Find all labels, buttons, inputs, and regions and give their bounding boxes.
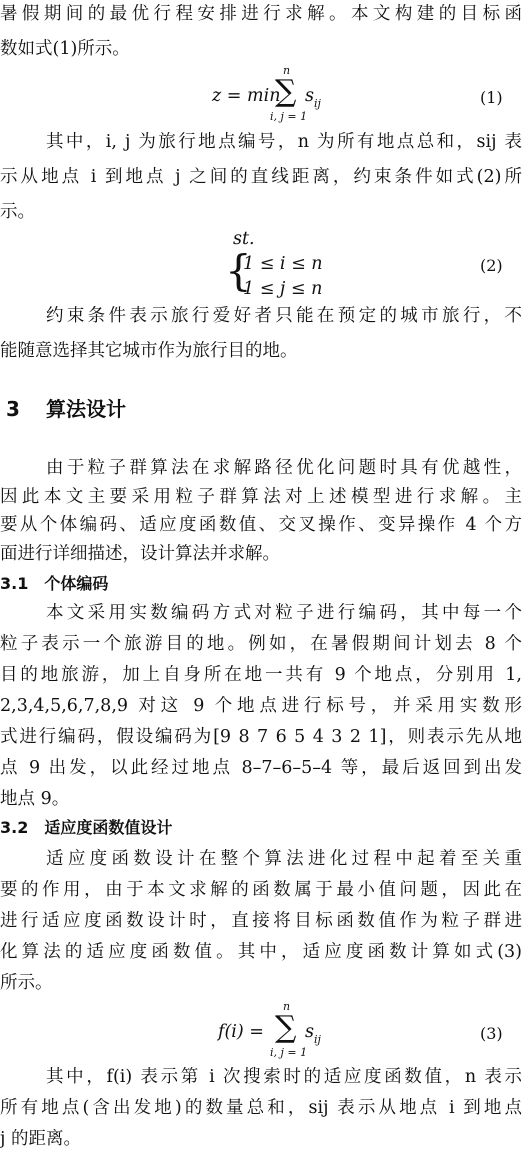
eq3-lower-limit: i, j = 1 bbox=[270, 1046, 308, 1059]
summation-symbol: ∑ bbox=[275, 74, 297, 109]
equation-number-1: (1) bbox=[480, 88, 503, 107]
text-line: 目的地旅游，加上自身所在地一共有 9 个地点，分别用 1, bbox=[0, 665, 522, 685]
text-line: 适应度函数设计在整个算法进化过程中起着至关重 bbox=[46, 849, 522, 869]
text-line: 由于粒子群算法在求解路径优化问题时具有优越性， bbox=[46, 458, 522, 478]
eq1-lower-limit: i, j = 1 bbox=[270, 110, 308, 123]
text-line: 要的作用，由于本文求解的函数属于最小值问题，因此在 bbox=[0, 880, 522, 900]
subsection-heading: 3.2 适应度函数值设计 bbox=[0, 818, 173, 837]
equation-number-3: (3) bbox=[480, 1024, 503, 1043]
text-line: 化算法的适应度函数值。其中，适应度函数计算如式(3) bbox=[0, 942, 522, 962]
text-line: 约束条件表示旅行爱好者只能在预定的城市旅行，不 bbox=[46, 306, 522, 326]
eq2-constraint-1: 1 ≤ i ≤ n bbox=[243, 254, 323, 274]
eq3-lhs: f(i) = bbox=[218, 1022, 264, 1042]
text-line: 本文采用实数编码方式对粒子进行编码，其中每一个 bbox=[46, 603, 522, 623]
text-line: 地点 9。 bbox=[0, 789, 70, 809]
text-line: 要从个体编码、适应度函数值、交叉操作、变异操作 4 个方 bbox=[0, 515, 522, 535]
eq2-constraint-2: 1 ≤ j ≤ n bbox=[243, 279, 323, 299]
text-line: 面进行详细描述，设计算法并求解。 bbox=[0, 544, 280, 564]
section-number: 3 bbox=[6, 397, 20, 421]
eq3-term-subscript: ij bbox=[314, 1033, 321, 1046]
text-line: 粒子表示一个旅游目的地。例如，在暑假期间计划去 8 个 bbox=[0, 634, 522, 654]
text-line: 示从地点 i 到地点 j 之间的直线距离，约束条件如式(2)所 bbox=[0, 167, 522, 187]
text-line: j 的距离。 bbox=[0, 1129, 81, 1149]
text-line: 暑假期间的最优行程安排进行求解。本文构建的目标函 bbox=[0, 4, 522, 24]
eq1-term: s bbox=[305, 86, 314, 106]
text-line: 式进行编码，假设编码为[9 8 7 6 5 4 3 2 1]，则表示先从地 bbox=[0, 727, 522, 747]
text-line: 2,3,4,5,6,7,8,9 对这 9 个地点进行标号，并采用实数形 bbox=[0, 696, 522, 716]
text-line: 能随意选择其它城市作为旅行目的地。 bbox=[0, 341, 298, 361]
text-line: 因此本文主要采用粒子群算法对上述模型进行求解。主 bbox=[0, 487, 522, 507]
text-line: 所示。 bbox=[0, 973, 53, 993]
summation-symbol: ∑ bbox=[275, 1010, 297, 1045]
section-title: 算法设计 bbox=[46, 397, 126, 421]
text-line: 进行适应度函数设计时，直接将目标函数值作为粒子群进 bbox=[0, 911, 522, 931]
eq3-term: s bbox=[305, 1022, 314, 1042]
eq1-lhs: z = min bbox=[212, 86, 281, 106]
eq1-term-subscript: ij bbox=[314, 97, 321, 110]
text-line: 其中，f(i) 表示第 i 次搜索时的适应度函数值，n 表示 bbox=[46, 1067, 522, 1087]
eq2-label: st. bbox=[233, 229, 255, 249]
text-line: 点 9 出发，以此经过地点 8–7–6–5–4 等，最后返回到出发 bbox=[0, 758, 522, 778]
eq3-upper-limit: n bbox=[283, 1000, 291, 1013]
eq1-upper-limit: n bbox=[283, 64, 291, 77]
left-brace: { bbox=[225, 246, 252, 295]
equation-number-2: (2) bbox=[480, 256, 503, 275]
text-line: 其中，i, j 为旅行地点编号，n 为所有地点总和，sij 表 bbox=[46, 132, 522, 152]
text-line: 示。 bbox=[0, 202, 35, 222]
text-line: 数如式(1)所示。 bbox=[0, 39, 130, 59]
text-line: 所有地点(含出发地)的数量总和，sij 表示从地点 i 到地点 bbox=[0, 1098, 522, 1118]
subsection-heading: 3.1 个体编码 bbox=[0, 574, 109, 593]
